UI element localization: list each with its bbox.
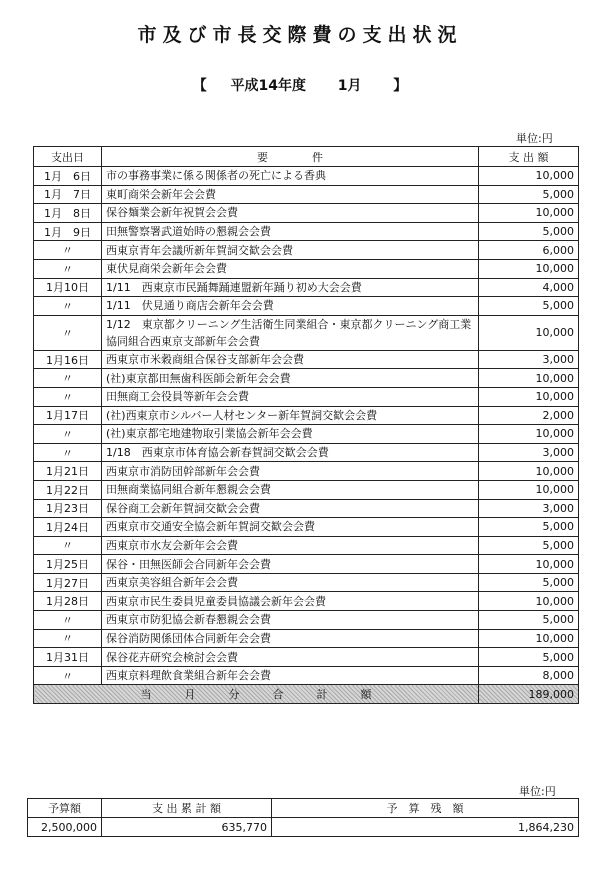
table-row bbox=[34, 499, 579, 518]
row-item: 西東京美容組合新年会会費 bbox=[102, 573, 479, 592]
row-item: 市の事務事業に係る関係者の死亡による香典 bbox=[102, 167, 479, 186]
row-amount: 5,000 bbox=[479, 185, 579, 204]
row-item: 保谷花卉研究会検討会会費 bbox=[102, 648, 479, 667]
row-amount: 5,000 bbox=[479, 536, 579, 555]
row-item: 東伏見商栄会新年会会費 bbox=[102, 259, 479, 278]
table-row bbox=[34, 555, 579, 574]
header-row bbox=[34, 147, 579, 167]
row-date: 1月24日 bbox=[34, 518, 102, 537]
row-date: 1月21日 bbox=[34, 462, 102, 481]
period-heading bbox=[0, 75, 600, 95]
summary-header-cumulative: 支 出 累 計 額 bbox=[102, 799, 272, 818]
row-amount: 10,000 bbox=[479, 369, 579, 388]
row-date: 1月 8日 bbox=[34, 204, 102, 223]
row-date: 1月 9日 bbox=[34, 222, 102, 241]
table-row bbox=[34, 536, 579, 555]
summary-header-row bbox=[28, 799, 579, 818]
row-item: 1/11 西東京市民踊舞踊連盟新年踊り初め大会会費 bbox=[102, 278, 479, 297]
row-amount: 5,000 bbox=[479, 222, 579, 241]
row-date: 〃 bbox=[34, 666, 102, 685]
row-date: 〃 bbox=[34, 297, 102, 316]
row-date: 〃 bbox=[34, 629, 102, 648]
row-amount: 10,000 bbox=[479, 592, 579, 611]
row-amount: 10,000 bbox=[479, 425, 579, 444]
page-title: 市及び市長交際費の支出状況 bbox=[137, 24, 463, 46]
table-row bbox=[34, 259, 579, 278]
summary-remaining: 1,864,230 bbox=[272, 818, 579, 837]
row-item: 保谷麺業会新年祝賀会会費 bbox=[102, 204, 479, 223]
row-item: 田無警察署武道始時の懇親会会費 bbox=[102, 222, 479, 241]
row-item: 西東京市交通安全協会新年賀詞交歓会会費 bbox=[102, 518, 479, 537]
row-date: 1月28日 bbox=[34, 592, 102, 611]
total-row bbox=[34, 685, 579, 704]
table-row bbox=[34, 462, 579, 481]
bracket-close: 】 bbox=[393, 78, 408, 94]
row-amount: 10,000 bbox=[479, 167, 579, 186]
table-row bbox=[34, 443, 579, 462]
row-item: 西東京市消防団幹部新年会会費 bbox=[102, 462, 479, 481]
table-row bbox=[34, 666, 579, 685]
row-amount: 3,000 bbox=[479, 443, 579, 462]
table-row bbox=[34, 611, 579, 630]
table-row bbox=[34, 167, 579, 186]
row-date: 〃 bbox=[34, 611, 102, 630]
fiscal-year: 平成14年度 bbox=[230, 78, 306, 94]
row-item: 1/12 東京都クリーニング生活衛生同業組合・東京都クリーニング商工業協同組合西東京支部新年会会費 bbox=[102, 315, 479, 350]
expense-table bbox=[33, 146, 579, 704]
table-row bbox=[34, 387, 579, 406]
table-row bbox=[34, 648, 579, 667]
row-date: 1月 6日 bbox=[34, 167, 102, 186]
row-amount: 10,000 bbox=[479, 387, 579, 406]
header-amount: 支 出 額 bbox=[479, 147, 579, 167]
table-row bbox=[34, 573, 579, 592]
row-date: 1月22日 bbox=[34, 480, 102, 499]
row-amount: 2,000 bbox=[479, 406, 579, 425]
header-item: 要 件 bbox=[102, 147, 479, 167]
row-amount: 5,000 bbox=[479, 611, 579, 630]
row-date: 〃 bbox=[34, 315, 102, 350]
table-row bbox=[34, 629, 579, 648]
row-amount: 8,000 bbox=[479, 666, 579, 685]
row-date: 〃 bbox=[34, 241, 102, 260]
month: 1月 bbox=[337, 78, 362, 94]
row-item: (社)西東京市シルバー人材センター新年賀詞交歓会会費 bbox=[102, 406, 479, 425]
row-item: 西東京市水友会新年会会費 bbox=[102, 536, 479, 555]
row-date: 〃 bbox=[34, 443, 102, 462]
row-date: 1月25日 bbox=[34, 555, 102, 574]
table-row bbox=[34, 406, 579, 425]
unit-label: 単位:円 bbox=[516, 132, 553, 145]
row-amount: 10,000 bbox=[479, 555, 579, 574]
table-row bbox=[34, 222, 579, 241]
row-amount: 10,000 bbox=[479, 315, 579, 350]
table-row bbox=[34, 315, 579, 350]
row-date: 〃 bbox=[34, 259, 102, 278]
summary-table bbox=[27, 798, 579, 837]
summary-header-remaining: 予 算 残 額 bbox=[272, 799, 579, 818]
row-date: 〃 bbox=[34, 387, 102, 406]
row-date: 1月27日 bbox=[34, 573, 102, 592]
row-item: 1/11 伏見通り商店会新年会会費 bbox=[102, 297, 479, 316]
row-amount: 10,000 bbox=[479, 462, 579, 481]
table-row bbox=[34, 350, 579, 369]
row-date: 1月16日 bbox=[34, 350, 102, 369]
table-row bbox=[34, 241, 579, 260]
table-row bbox=[34, 297, 579, 316]
row-amount: 6,000 bbox=[479, 241, 579, 260]
row-item: 西東京市米穀商組合保谷支部新年会会費 bbox=[102, 350, 479, 369]
table-row bbox=[34, 518, 579, 537]
row-date: 1月 7日 bbox=[34, 185, 102, 204]
total-amount: 189,000 bbox=[479, 685, 579, 704]
row-item: 保谷商工会新年賀詞交歓会会費 bbox=[102, 499, 479, 518]
summary-header-budget: 予算額 bbox=[28, 799, 102, 818]
row-item: 1/18 西東京市体育協会新春賀詞交歓会会費 bbox=[102, 443, 479, 462]
row-item: 西東京市防犯協会新春懇親会会費 bbox=[102, 611, 479, 630]
summary-unit-label: 単位:円 bbox=[519, 785, 556, 798]
summary-value-row bbox=[28, 818, 579, 837]
row-item: 保谷・田無医師会合同新年会会費 bbox=[102, 555, 479, 574]
row-amount: 3,000 bbox=[479, 499, 579, 518]
row-amount: 10,000 bbox=[479, 629, 579, 648]
table-row bbox=[34, 204, 579, 223]
row-item: 田無商工会役員等新年会会費 bbox=[102, 387, 479, 406]
table-row bbox=[34, 185, 579, 204]
row-date: 〃 bbox=[34, 536, 102, 555]
row-item: 保谷消防関係団体合同新年会会費 bbox=[102, 629, 479, 648]
row-item: 西東京料理飲食業組合新年会会費 bbox=[102, 666, 479, 685]
row-amount: 5,000 bbox=[479, 573, 579, 592]
row-amount: 10,000 bbox=[479, 480, 579, 499]
row-amount: 5,000 bbox=[479, 297, 579, 316]
summary-cumulative: 635,770 bbox=[102, 818, 272, 837]
row-amount: 10,000 bbox=[479, 259, 579, 278]
row-item: 東町商栄会新年会会費 bbox=[102, 185, 479, 204]
row-item: (社)東京都宅地建物取引業協会新年会会費 bbox=[102, 425, 479, 444]
header-date: 支出日 bbox=[34, 147, 102, 167]
table-row bbox=[34, 369, 579, 388]
table-row bbox=[34, 592, 579, 611]
row-date: 〃 bbox=[34, 369, 102, 388]
row-item: 田無商業協同組合新年懇親会会費 bbox=[102, 480, 479, 499]
row-item: 西東京青年会議所新年賀詞交歓会会費 bbox=[102, 241, 479, 260]
row-date: 1月10日 bbox=[34, 278, 102, 297]
row-date: 〃 bbox=[34, 425, 102, 444]
row-amount: 5,000 bbox=[479, 648, 579, 667]
row-amount: 3,000 bbox=[479, 350, 579, 369]
row-item: (社)東京都田無歯科医師会新年会会費 bbox=[102, 369, 479, 388]
row-date: 1月17日 bbox=[34, 406, 102, 425]
table-row bbox=[34, 425, 579, 444]
bracket-open: 【 bbox=[192, 78, 207, 94]
row-item: 西東京市民生委員児童委員協議会新年会会費 bbox=[102, 592, 479, 611]
row-amount: 10,000 bbox=[479, 204, 579, 223]
summary-budget: 2,500,000 bbox=[28, 818, 102, 837]
row-date: 1月23日 bbox=[34, 499, 102, 518]
row-amount: 5,000 bbox=[479, 518, 579, 537]
total-label: 当 月 分 合 計 額 bbox=[34, 685, 479, 704]
row-amount: 4,000 bbox=[479, 278, 579, 297]
table-row bbox=[34, 480, 579, 499]
row-date: 1月31日 bbox=[34, 648, 102, 667]
table-row bbox=[34, 278, 579, 297]
